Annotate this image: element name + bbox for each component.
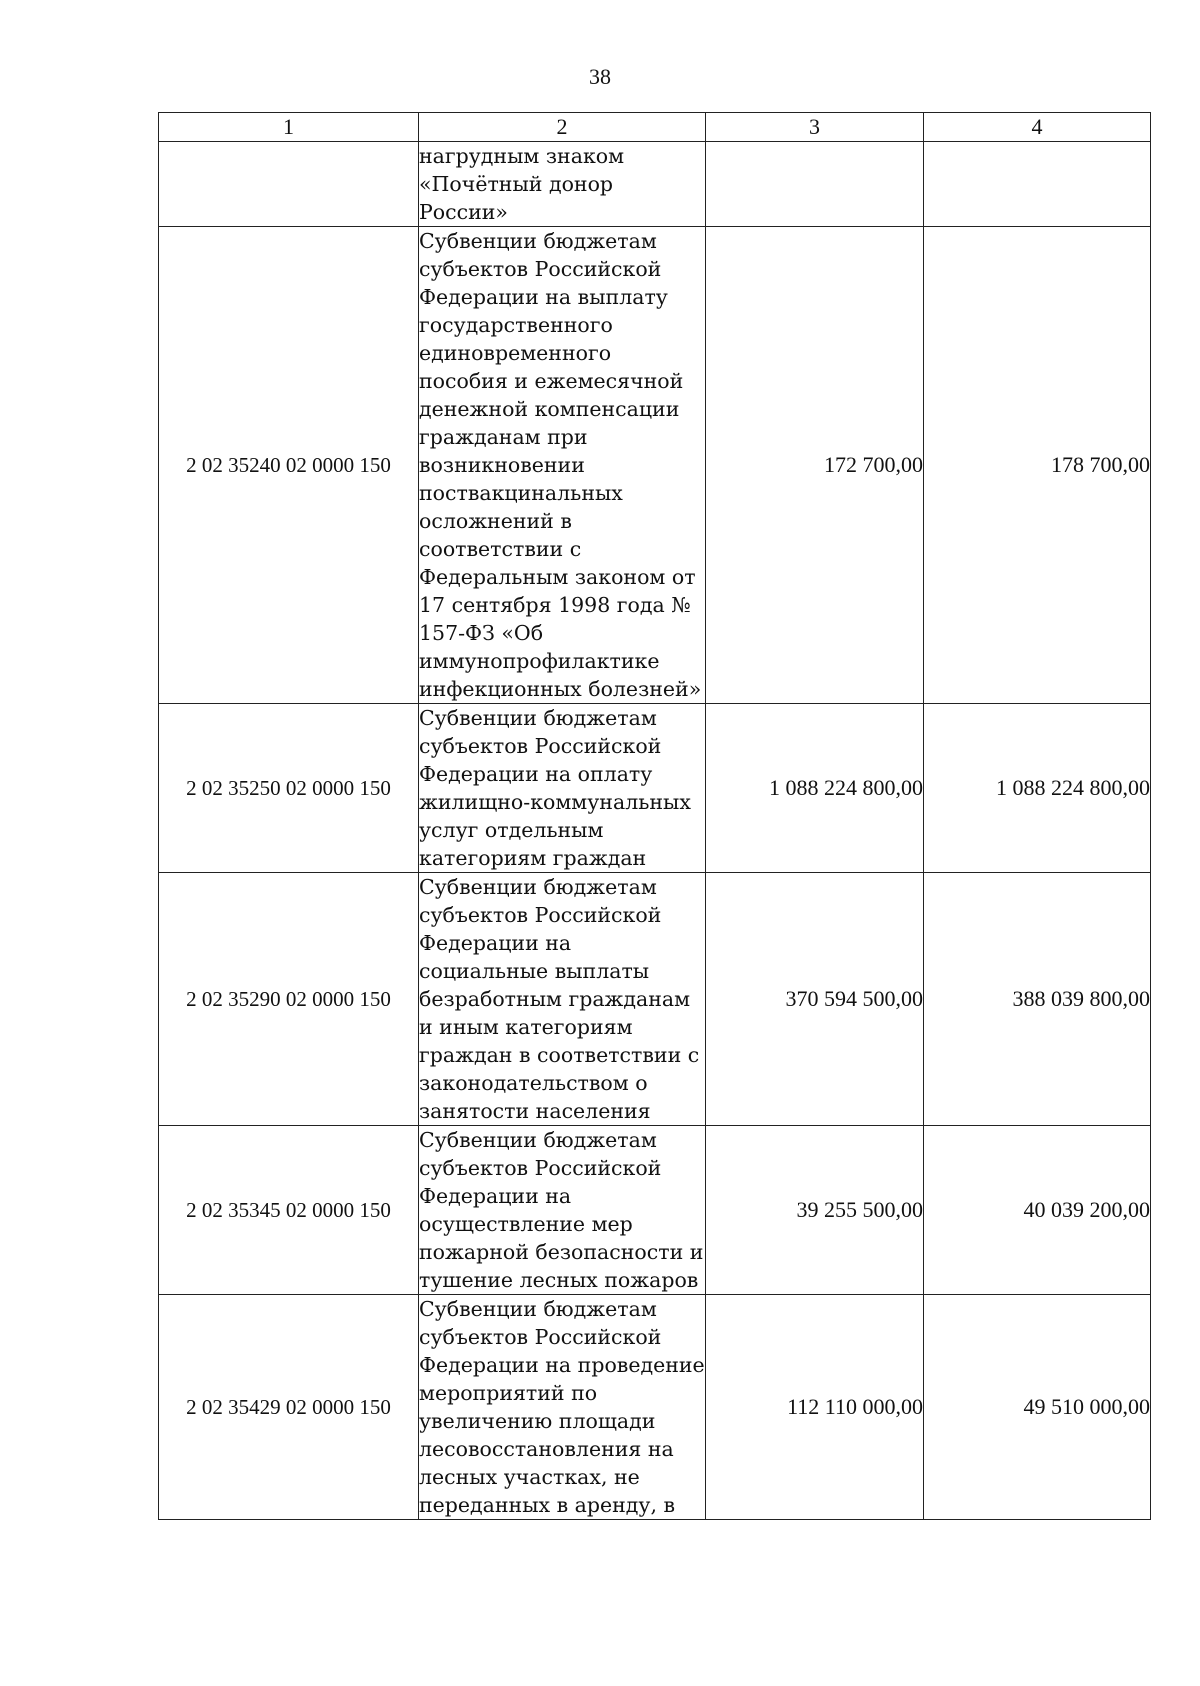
table-header-row xyxy=(159,113,1151,142)
row-description: Субвенции бюджетам субъектов Российской Федерации на оплату жилищно-коммунальных услуг отдельным категориям граждан xyxy=(419,704,706,873)
row-code: 2 02 35429 02 0000 150 xyxy=(159,1295,419,1520)
row-amount-col3: 172 700,00 xyxy=(706,227,924,704)
row-amount-col4: 388 039 800,00 xyxy=(924,873,1151,1126)
row-code: 2 02 35290 02 0000 150 xyxy=(159,873,419,1126)
row-description: нагрудным знаком «Почётный донор России» xyxy=(419,142,706,227)
row-description: Субвенции бюджетам субъектов Российской Федерации на социальные выплаты безработным гражданам и иным категориям граждан в соответствии с законодательством о занятости населения xyxy=(419,873,706,1126)
table-row xyxy=(159,1126,1151,1295)
row-description: Субвенции бюджетам субъектов Российской Федерации на проведение мероприятий по увеличению площади лесовосстановления на лесных участках, не переданных в аренду, в xyxy=(419,1295,706,1520)
table-row xyxy=(159,227,1151,704)
table-row xyxy=(159,1295,1151,1520)
page-number: 38 xyxy=(589,64,611,89)
row-code xyxy=(159,142,419,227)
budget-table xyxy=(158,112,1151,1520)
row-amount-col3: 39 255 500,00 xyxy=(706,1126,924,1295)
row-amount-col4: 1 088 224 800,00 xyxy=(924,704,1151,873)
table-row xyxy=(159,142,1151,227)
column-header-3: 3 xyxy=(706,113,924,142)
row-code: 2 02 35345 02 0000 150 xyxy=(159,1126,419,1295)
row-amount-col3 xyxy=(706,142,924,227)
row-amount-col4: 49 510 000,00 xyxy=(924,1295,1151,1520)
row-amount-col4: 178 700,00 xyxy=(924,227,1151,704)
row-amount-col3: 112 110 000,00 xyxy=(706,1295,924,1520)
row-amount-col4: 40 039 200,00 xyxy=(924,1126,1151,1295)
row-amount-col3: 1 088 224 800,00 xyxy=(706,704,924,873)
row-amount-col3: 370 594 500,00 xyxy=(706,873,924,1126)
column-header-4: 4 xyxy=(924,113,1151,142)
row-amount-col4 xyxy=(924,142,1151,227)
column-header-2: 2 xyxy=(419,113,706,142)
table-row xyxy=(159,873,1151,1126)
column-header-1: 1 xyxy=(159,113,419,142)
row-description: Субвенции бюджетам субъектов Российской Федерации на осуществление мер пожарной безопасности и тушение лесных пожаров xyxy=(419,1126,706,1295)
row-description: Субвенции бюджетам субъектов Российской Федерации на выплату государственного единовременного пособия и ежемесячной денежной компенсации гражданам при возникновении поствакцинальных осложнений в соответствии с Федеральным законом от 17 сентября 1998 года № 157-ФЗ «Об иммунопрофилактике инфекционных болезней» xyxy=(419,227,706,704)
row-code: 2 02 35250 02 0000 150 xyxy=(159,704,419,873)
row-code: 2 02 35240 02 0000 150 xyxy=(159,227,419,704)
table-row xyxy=(159,704,1151,873)
